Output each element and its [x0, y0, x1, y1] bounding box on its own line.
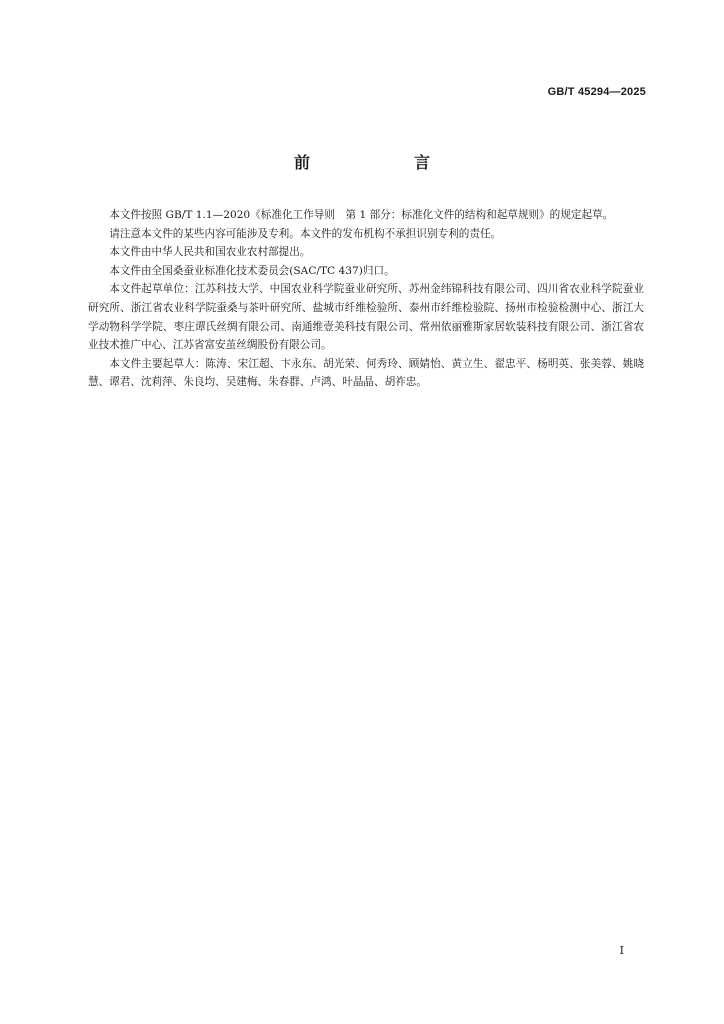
page-title: 前 言	[293, 153, 474, 172]
standard-number: GB/T 45294—2025	[547, 86, 646, 98]
paragraph-drafting-rules: 本文件按照 GB/T 1.1—2020《标准化工作导则 第 1 部分：标准化文件的结构和起草规则》的规定起草。	[109, 209, 614, 221]
paragraph-drafters: 本文件主要起草人：陈涛、宋江超、卞永东、胡光荣、何秀玲、顾婧怡、黄立生、翟忠平、杨明英、张美蓉、姚晓慧、谭君、沈莉萍、朱良均、吴建梅、朱春群、卢鸿、叶晶晶、胡祚忠。	[88, 357, 644, 389]
page-number: I	[619, 944, 624, 957]
paragraph-patent-notice: 请注意本文件的某些内容可能涉及专利。本文件的发布机构不承担识别专利的责任。	[109, 227, 502, 240]
foreword-body	[88, 206, 644, 392]
paragraph-technical-committee: 本文件由全国桑蚕业标准化技术委员会(SAC/TC 437)归口。	[109, 264, 395, 277]
paragraph-proposer: 本文件由中华人民共和国农业农村部提出。	[109, 246, 311, 259]
paragraph-drafting-organizations: 本文件起草单位：江苏科技大学、中国农业科学院蚕业研究所、苏州金纬锦科技有限公司、四川省农业科学院蚕业研究所、浙江省农业科学院蚕桑与茶叶研究所、盐城市纤维检验所、泰州市纤维检验院、扬州市检验检测中心、浙江大学动物科学学院、枣庄谭氏丝绸有限公司、南通维壹美科技有限公司、常州依丽雅斯家居软装科技有限公司、浙江省农业技术推广中心、江苏省富安茧丝绸股份有限公司。	[88, 283, 644, 352]
